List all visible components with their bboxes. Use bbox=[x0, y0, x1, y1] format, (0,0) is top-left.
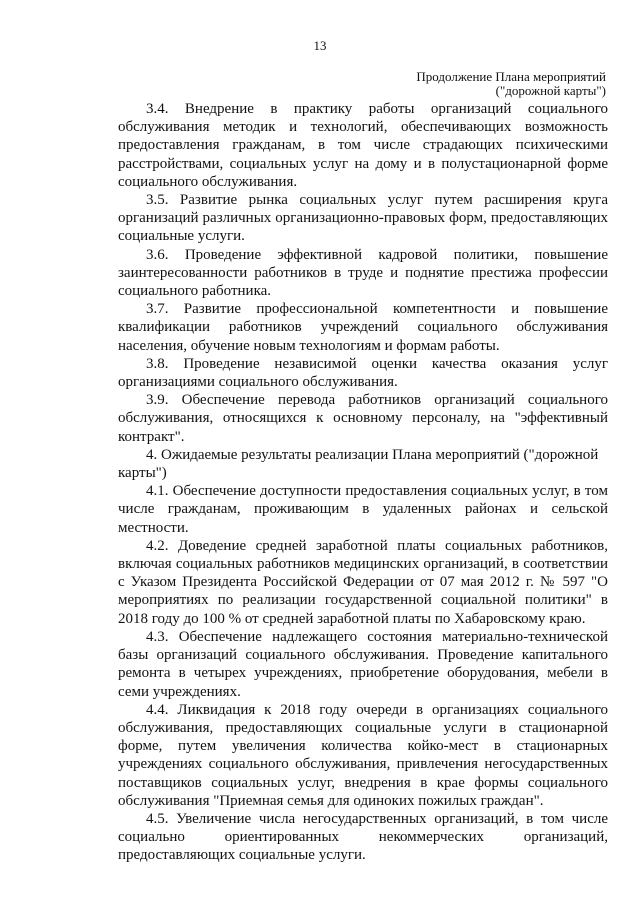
continuation-line-1: Продолжение Плана мероприятий bbox=[416, 69, 606, 84]
document-body bbox=[118, 100, 608, 865]
continuation-line-2: ("дорожной карты") bbox=[495, 83, 606, 98]
paragraph-4-4: 4.4. Ликвидация к 2018 году очереди в организациях социального обслуживания, предоставляющих социальные услуги в стационарной форме, путем увеличения количества койко-мест в стационарных учреждениях социального обслуживания, привлечения негосударственных поставщиков социальных услуг, внедрения в крае формы социального обслуживания "Приемная семья для одиноких пожилых граждан". bbox=[118, 701, 608, 809]
paragraph-3-4: 3.4. Внедрение в практику работы организаций социального обслуживания методик и технологий, обеспечивающих возможность предоставления гражданам, в том числе страдающих психическими расстройствами, социальных услуг на дому и в полустационарной форме социального обслуживания. bbox=[118, 101, 608, 190]
section-heading-4: 4. Ожидаемые результаты реализации Плана мероприятий ("дорожной карты") bbox=[118, 446, 599, 482]
page-number: 13 bbox=[313, 38, 327, 53]
paragraph-3-6: 3.6. Проведение эффективной кадровой политики, повышение заинтересованности работников в труде и поднятие престижа профессии социального работника. bbox=[118, 246, 608, 300]
paragraph-3-8: 3.8. Проведение независимой оценки качества оказания услуг организациями социального обслуживания. bbox=[118, 355, 608, 391]
paragraph-4-2: 4.2. Доведение средней заработной платы социальных работников, включая социальных работников медицинских организаций, в соответствии с Указом Президента Российской Федерации от 07 мая 2012 г. № 597 "О мероприятиях по реализации государственной социальной политики" в 2018 году до 100 % от средней заработной платы по Хабаровскому краю. bbox=[118, 537, 608, 627]
paragraph-3-9: 3.9. Обеспечение перевода работников организаций социального обслуживания, относящихся к основному персоналу, на "эффективный контракт". bbox=[118, 392, 608, 445]
paragraph-3-5: 3.5. Развитие рынка социальных услуг путем расширения круга организаций различных организационно-правовых форм, предоставляющих социальные услуги. bbox=[118, 192, 608, 245]
paragraph-3-7: 3.7. Развитие профессиональной компетентности и повышение квалификации работников учреждений социального обслуживания населения, обучение новым технологиям и формам работы. bbox=[118, 301, 608, 354]
paragraph-4-3: 4.3. Обеспечение надлежащего состояния материально-технической базы организаций социального обслуживания. Проведение капитального ремонта в четырех учреждениях, приобретение оборудования, мебели в семи учреждениях. bbox=[118, 628, 608, 700]
continuation-note bbox=[416, 70, 606, 98]
paragraph-4-1: 4.1. Обеспечение доступности предоставления социальных услуг, в том числе гражданам, проживающим в удаленных районах и сельской местности. bbox=[118, 483, 608, 536]
paragraph-4-5: 4.5. Увеличение числа негосударственных организаций, в том числе социально ориентированных некоммерческих организаций, предоставляющих социальные услуги. bbox=[118, 810, 608, 864]
